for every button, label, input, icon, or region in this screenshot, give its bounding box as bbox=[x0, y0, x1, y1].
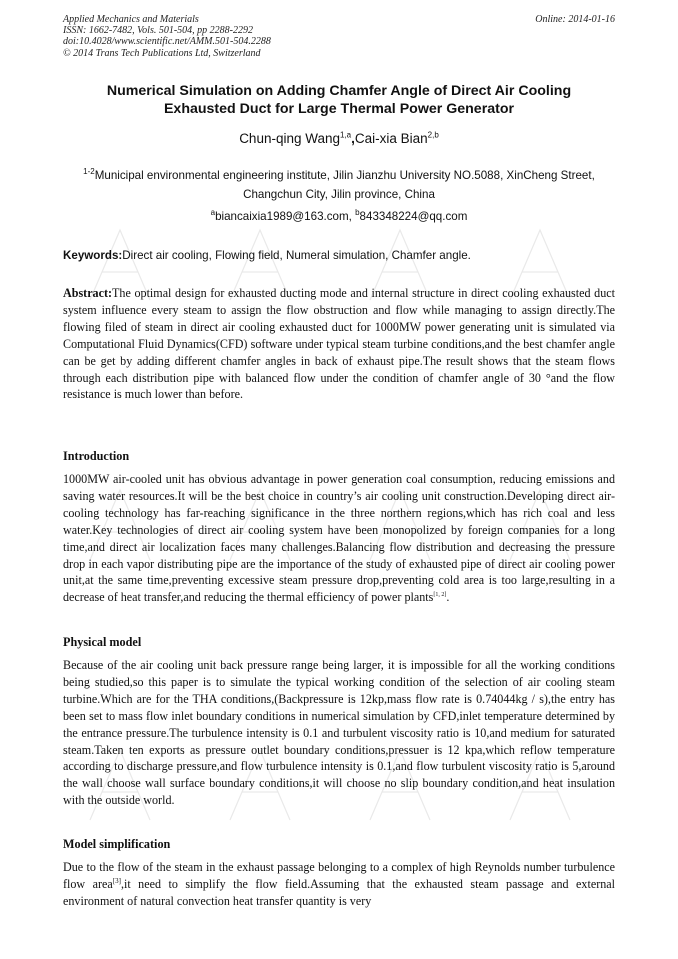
keywords-text: Direct air cooling, Flowing field, Numeral simulation, Chamfer angle. bbox=[122, 249, 471, 262]
affiliation-line-2: Changchun City, Jilin province, China bbox=[243, 188, 435, 201]
author-2-name: Cai-xia Bian bbox=[354, 131, 428, 146]
introduction-heading: Introduction bbox=[63, 449, 130, 463]
copyright-line: © 2014 Trans Tech Publications Ltd, Switzerland bbox=[63, 47, 261, 59]
title-line-2: Exhausted Duct for Large Thermal Power Generator bbox=[163, 101, 515, 117]
model-simplification-heading: Model simplification bbox=[63, 837, 171, 851]
affiliation-line-1: Municipal environmental engineering institute, Jilin Jianzhu University NO.5088, XinCheng Street, bbox=[94, 169, 595, 182]
email-a: biancaixia1989@163.com, bbox=[215, 210, 356, 223]
online-date: Online: 2014-01-16 bbox=[535, 14, 615, 25]
model-simplification-text-2: ,it need to simplify the flow field.Assuming that the exhausted steam passage and external environment of natural convection heat transfer quantity is very bbox=[63, 876, 616, 908]
email-b: 843348224@qq.com bbox=[359, 210, 468, 223]
author-emails bbox=[0, 210, 678, 223]
journal-name: Applied Mechanics and Materials bbox=[63, 14, 199, 25]
doi-line: doi:10.4028/www.scientific.net/AMM.501-504.2288 bbox=[63, 36, 271, 48]
model-simplification-citation: [3] bbox=[112, 876, 121, 885]
introduction-body bbox=[63, 471, 615, 606]
physical-model-body: Because of the air cooling unit back pressure range being larger, it is impossible for all the working conditions being studied,so this paper is to simulate the typical working condition of the selection of air cooling steam turbine.Which are for the THA conditions,(Backpressure is 12kp,mass flow rate is 0.74044kg / s),the entry has been set to mass flow inlet boundary conditions in numerical simulation by CFD,inlet temperature determined by the entrance pressure.The turbulence intensity is 0.1 and turbulent viscosity ratio is 10,and medium for saturated steam.Taken ten exports as pressure outlet boundary conditions,pressuer is 12 kpa,which reflow temperature according to discharge pressure,and flow turbulence intensity is 0.1,and flow turbulent viscosity ratio is 5,around the wall choose wall surface boundary conditions,it will choose no slip boundary condition,and heat insulation with the outside world. bbox=[63, 658, 615, 808]
author-1-affil-marker: 1,a bbox=[340, 130, 352, 140]
issn-line: ISSN: 1662-7482, Vols. 501-504, pp 2288-2292 bbox=[63, 25, 253, 37]
authors bbox=[0, 131, 678, 146]
affiliation-marker: 1-2 bbox=[83, 167, 95, 177]
journal-header bbox=[63, 14, 615, 59]
author-separator: , bbox=[351, 131, 355, 146]
abstract bbox=[63, 285, 615, 403]
model-simplification-body bbox=[63, 859, 615, 910]
abstract-label: Abstract: bbox=[63, 286, 113, 300]
introduction-end: . bbox=[446, 590, 450, 605]
introduction-citation: [1, 2] bbox=[433, 592, 447, 599]
email-a-marker: a bbox=[210, 208, 216, 218]
affiliation bbox=[63, 166, 615, 204]
introduction-text: 1000MW air-cooled unit has obvious advantage in power generation coal consumption, reducing emissions and saving water resources.It will be the best choice in country’s air cooling unit construction.Developing direct air-cooling technology has far-reaching significance in the three northern regions,which has rich coal and less water.Key technologies of direct air cooling system have been monopolized by foreign companies for a long time,and direct air localization faces many challenges.Balancing flow distribution and decreasing the pressure drop in each vapor distributing pipe are the importance of the study of exhausted pipe of direct air cooling power unit,at the same time,preventing excessive steam pressure drop,preventing cold area is too large,resulting in a decrease of heat transfer,and reducing the thermal efficiency of power plants bbox=[63, 472, 615, 605]
keywords bbox=[63, 249, 615, 262]
keywords-label: Keywords: bbox=[63, 249, 123, 262]
email-b-marker: b bbox=[355, 208, 360, 218]
paper-title bbox=[60, 82, 618, 118]
author-1-name: Chun-qing Wang bbox=[239, 131, 340, 146]
abstract-text: The optimal design for exhausted ducting mode and internal structure in direct cooling exhausted duct system influence every steam to assign the flow obstruction and flow while managing to assign directly.The flowing filed of steam in direct air cooling exhausted duct for 1000MW power generating unit is simulated via Computational Fluid Dynamics(CFD) software under typical steam turbine conditions,and the best chamfer angle can be get by adding different chamfer angles in back of exhaust pipe.The result shows that the steam flows through each distribution pipe with balanced flow under the condition of chamfer angle of 30 °and the flow resistance is much lower than before. bbox=[63, 286, 615, 402]
author-2-affil-marker: 2,b bbox=[427, 130, 439, 140]
physical-model-heading: Physical model bbox=[63, 635, 142, 649]
model-simplification-text-1: Due to the flow of the steam in the exhaust passage belonging to a complex of high Reynolds number turbulence flow area bbox=[63, 860, 615, 891]
title-line-1: Numerical Simulation on Adding Chamfer Angle of Direct Air Cooling bbox=[106, 83, 572, 99]
